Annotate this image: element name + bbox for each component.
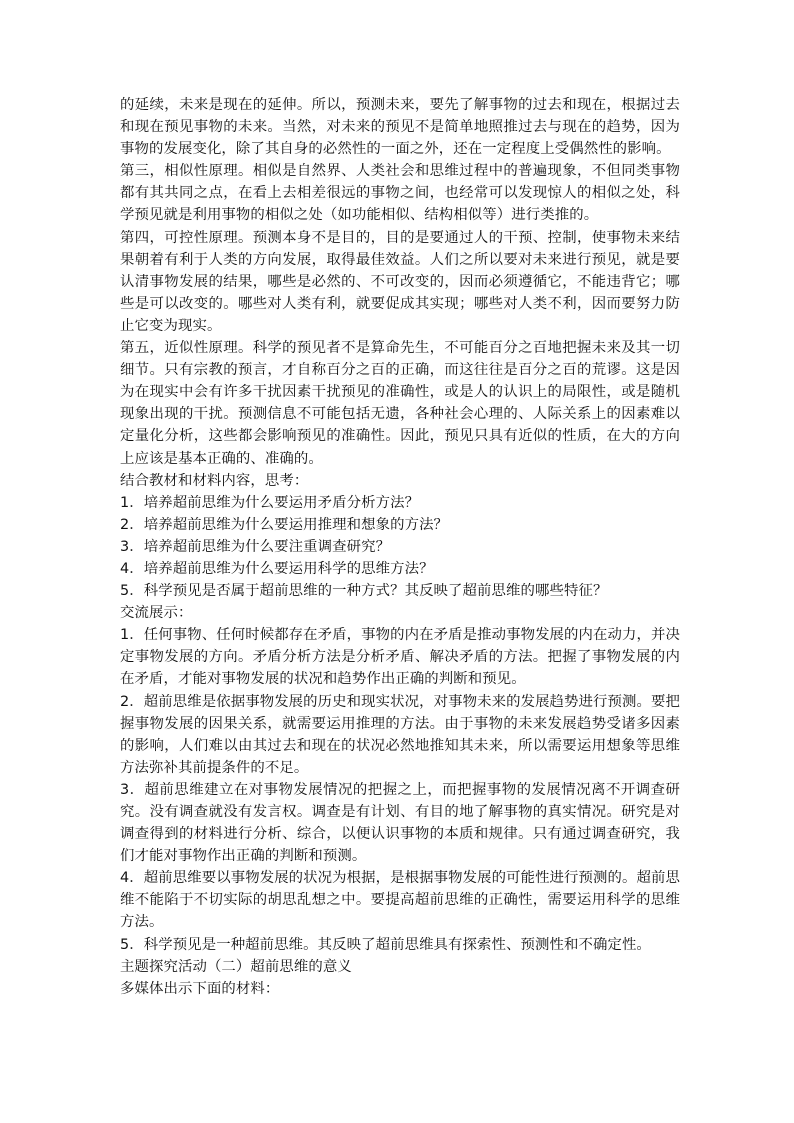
paragraph-controllability-principle: 第四，可控性原理。预测本身不是目的，目的是要通过人的干预、控制，使事物未来结果朝着有利于人类的方向发展，取得最佳效益。人们之所以要对未来进行预见，就是要认清事物发展的结果，哪些是必然的、不可改变的，因而必须遵循它，不能违背它；哪些是可以改变的。哪些对人类有利，就要促成其实现；哪些对人类不利，因而要努力防止它变为现实。 [120,229,680,334]
paragraph-exchange-heading: 交流展示： [120,605,193,622]
question-item-3: 3．培养超前思维为什么要注重调查研究？ [120,538,391,555]
question-item-5: 5．科学预见是否属于超前思维的一种方式？其反映了超前思维的哪些特征？ [120,583,608,600]
answer-item-5: 5．科学预见是一种超前思维。其反映了超前思维具有探索性、预测性和不确定性。 [120,936,651,953]
question-item-4: 4．培养超前思维为什么要运用科学的思维方法？ [120,560,434,577]
document-body [120,94,680,1000]
paragraph-similarity-principle: 第三，相似性原理。相似是自然界、人类社会和思维过程中的普遍现象，不但同类事物都有其共同之点，在看上去相差很远的事物之间，也经常可以发现惊人的相似之处，科学预见就是利用事物的相似之处（如功能相似、结构相似等）进行类推的。 [120,163,680,224]
question-item-1: 1．培养超前思维为什么要运用矛盾分析方法？ [120,494,420,511]
answer-item-2: 2．超前思维是依据事物发展的历史和现实状况，对事物未来的发展趋势进行预测。要把握事物发展的因果关系，就需要运用推理的方法。由于事物的未来发展趋势受诸多因素的影响，人们难以由其过去和现在的状况必然地推知其未来，所以需要运用想象等思维方法弥补其前提条件的不足。 [120,693,680,776]
answer-item-1: 1．任何事物、任何时候都存在矛盾，事物的内在矛盾是推动事物发展的内在动力，并决定事物发展的方向。矛盾分析方法是分析矛盾、解决矛盾的方法。把握了事物发展的内在矛盾，才能对事物发展的状况和趋势作出正确的判断和预见。 [120,627,680,688]
paragraph-think-prompt: 结合教材和材料内容，思考： [120,472,309,489]
answer-item-4: 4．超前思维要以事物发展的状况为根据，是根据事物发展的可能性进行预测的。超前思维不能陷于不切实际的胡思乱想之中。要提高超前思维的正确性，需要运用科学的思维方法。 [120,870,680,931]
paragraph-continuation: 的延续，未来是现在的延伸。所以，预测未来，要先了解事物的过去和现在，根据过去和现在预见事物的未来。当然，对未来的预见不是简单地照推过去与现在的趋势，因为事物的发展变化，除了其自身的必然性的一面之外，还在一定程度上受偶然性的影响。 [120,97,680,158]
question-item-2: 2．培养超前思维为什么要运用推理和想象的方法？ [120,516,449,533]
paragraph-multimedia-material: 多媒体出示下面的材料： [120,980,280,997]
answer-item-3: 3．超前思维建立在对事物发展情况的把握之上，而把握事物的发展情况离不开调查研究。没有调查就没有发言权。调查是有计划、有目的地了解事物的真实情况。研究是对调查得到的材料进行分析、综合，以便认识事物的本质和规律。只有通过调查研究，我们才能对事物作出正确的判断和预测。 [120,781,680,865]
paragraph-approximation-principle: 第五，近似性原理。科学的预见者不是算命先生，不可能百分之百地把握未来及其一切细节。只有宗教的预言，才自称百分之百的正确，而这往往是百分之百的荒谬。这是因为在现实中会有许多干扰因素干扰预见的准确性，或是人的认识上的局限性，或是随机现象出现的干扰。预测信息不可能包括无遗，各种社会心理的、人际关系上的因素难以定量化分析，这些都会影响预见的准确性。因此，预见只具有近似的性质，在大的方向上应该是基本正确的、准确的。 [120,340,680,467]
section-heading-activity-2: 主题探究活动（二）超前思维的意义 [120,958,352,975]
